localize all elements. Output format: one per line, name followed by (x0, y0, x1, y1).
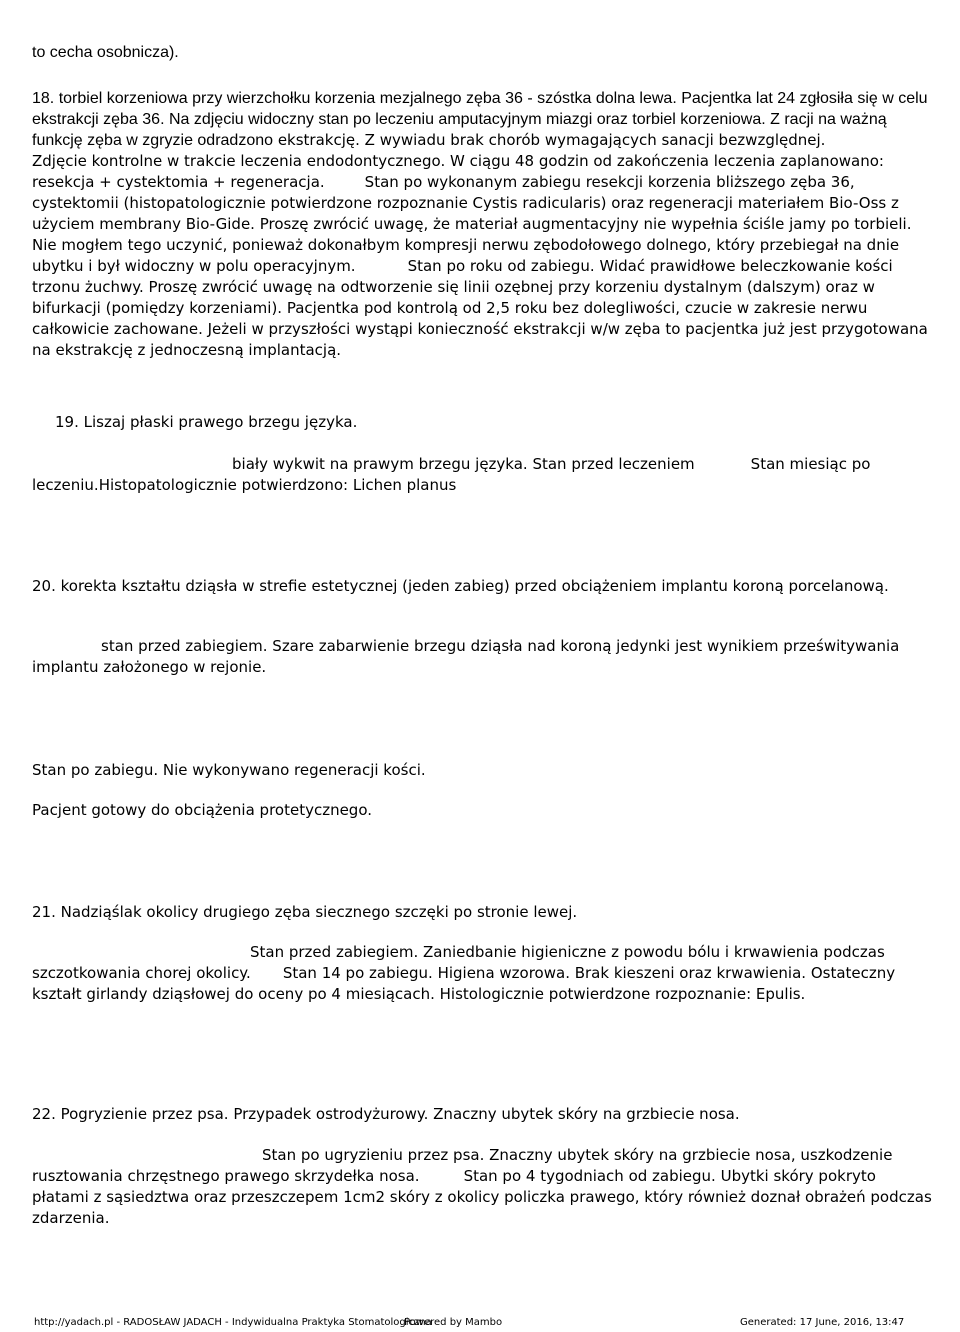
item-22-caption (32, 1145, 932, 1229)
item-18-one-year: Stan po roku od zabiegu. Widać prawidłowe beleczkowanie kości trzonu żuchwy. Proszę zwrócić uwagę na odtworzenie się linii ozębnej przy korzeniu dystalnym (dalszym) oraz w bifurkacji (pomiędzy korzeniami). Pacjentka pod kontrolą od 2,5 roku bez dolegliwości, czucie w zakresie nerwu całkowicie zachowane. Jeżeli w przyszłości wystąpi konieczność ekstrakcji w/w zęba to pacjentka już jest przygotowana na ekstrakcję z jednoczesną implantacją. (32, 257, 928, 359)
item-20-after: Stan po zabiegu. Nie wykonywano regeneracji kości. (32, 761, 426, 779)
item-19-heading: 19. Liszaj płaski prawego brzegu języka. (55, 413, 358, 431)
intro-tail: to cecha osobnicza). (32, 44, 179, 61)
item-22-before: Stan po ugryzieniu przez psa. Znaczny ubytek skóry na grzbiecie nosa, uszkodzenie rusztowania chrzęstnego prawego skrzydełka nosa. (32, 1146, 893, 1185)
footer-site-link[interactable]: http://yadach.pl - RADOSŁAW JADACH - Indywidualna Praktyka Stomatologiczna (34, 1317, 432, 1328)
item-21-heading: 21. Nadziąślak okolicy drugiego zęba siecznego szczęki po stronie lewej. (32, 903, 578, 921)
item-21-before: Stan przed zabiegiem. Zaniedbanie higieniczne z powodu bólu i krwawienia podczas szczotkowania chorej okolicy. (32, 943, 885, 982)
item-20-heading: 20. korekta kształtu dziąsła w strefie estetycznej (jeden zabieg) przed obciążeniem implantu koroną porcelanową. (32, 577, 889, 595)
item-22-after: Stan po 4 tygodniach od zabiegu. Ubytki skóry pokryto płatami z sąsiedztwa oraz przeszczepem 1cm2 skóry z okolicy policzka prawego, który również doznał obrażeń podczas zdarzenia. (32, 1167, 932, 1227)
item-21-caption (32, 942, 932, 1005)
item-22-heading: 22. Pogryzienie przez psa. Przypadek ostrodyżurowy. Znaczny ubytek skóry na grzbiecie nosa. (32, 1105, 740, 1123)
item-18-intro: 18. torbiel korzeniowa przy wierzchołku korzenia mezjalnego zęba 36 - szóstka dolna lewa. Pacjentka lat 24 zgłosiła się w celu ekstrakcji zęba 36. Na zdjęciu widoczny stan po leczeniu amputacyjnym miazgi oraz torbiel korzeniowa. Z racji na ważną funkcję zęba w zgryzie odradzono (32, 90, 928, 149)
item-21-after: Stan 14 po zabiegu. Higiena wzorowa. Brak kieszeni oraz krwawienia. Ostateczny kształt girlandy dziąsłowej do oceny po 4 miesiącach. Histologicznie potwierdzone rozpoznanie: Epulis. (32, 964, 896, 1003)
item-18 (32, 88, 932, 361)
footer-powered-by: Powered by Mambo (404, 1317, 503, 1328)
item-18-history: ekstrakcję. Z wywiadu brak chorób wymagających sanacji bezwzględnej. (277, 131, 826, 149)
item-18-post-op: Stan po wykonanym zabiegu resekcji korzenia bliższego zęba 36, cystektomii (histopatologicznie potwierdzone rozpoznanie Cystis radicularis) oraz regeneracji materiałem Bio-Oss z użyciem membrany Bio-Gide. Proszę zwrócić uwagę, że materiał augmentacyjny nie wypełnia ściśle jamy po torbieli. Nie mogłem tego uczynić, ponieważ dokonałbym kompresji nerwu zębodołowego dolnego, który przebiegał na dnie ubytku i był widoczny w polu operacyjnym. (32, 173, 912, 275)
item-19-after-label: Stan miesiąc (750, 455, 847, 473)
item-20-before: stan przed zabiegiem. Szare zabarwienie brzegu dziąsła nad koroną jedynki jest wynikiem prześwitywania implantu założonego w rejonie. (32, 637, 900, 676)
footer-generated: Generated: 17 June, 2016, 13:47 (740, 1317, 905, 1328)
item-18-control-photo: Zdjęcie kontrolne w trakcie leczenia endodontycznego. W ciągu 48 godzin od zakończenia leczenia zaplanowano: resekcja + cystektomia + regeneracja. (32, 152, 884, 191)
item-19-diagnosis: po leczeniu.Histopatologicznie potwierdzono: Lichen planus (32, 455, 871, 494)
item-19-caption (32, 454, 932, 496)
item-20-ready: Pacjent gotowy do obciążenia protetycznego. (32, 801, 373, 819)
item-19-before: biały wykwit na prawym brzegu języka. Stan przed leczeniem (232, 455, 695, 473)
